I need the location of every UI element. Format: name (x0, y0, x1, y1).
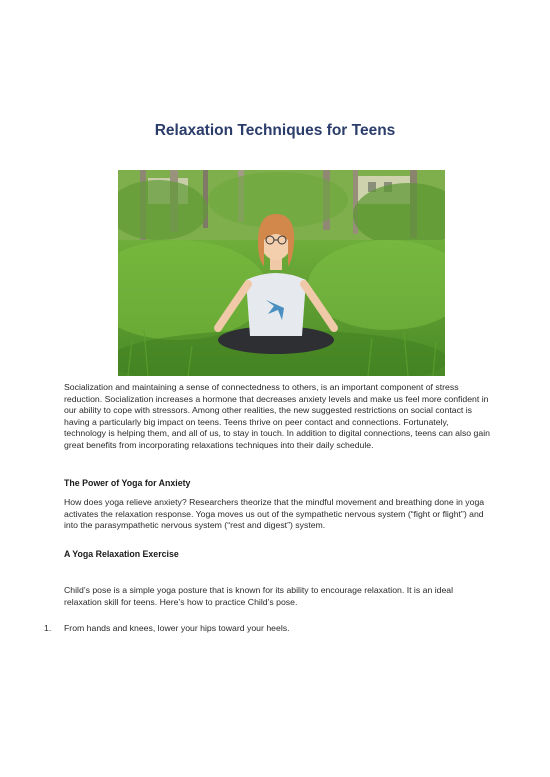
list-item (44, 623, 290, 635)
section-heading-yoga-exercise: A Yoga Relaxation Exercise (64, 549, 179, 559)
intro-paragraph: Socialization and maintaining a sense of connectedness to others, is an important component of stress reduction. Socialization increases a hormone that decreases anxiety levels and make us feel more confident in our ability to cope with stressors. Among other realities, the new suggested restrictions on social contact is having a particularly big impact on teens. Teens thrive on peer contact and connections. Fortunately, technology is helping them, and all of us, to stay in touch. In addition to digital connections, teens can also gain great benefits from incorporating relaxations techniques into their daily schedule. (64, 382, 490, 450)
meditating-teen-photo (118, 170, 445, 376)
section-paragraph-yoga-anxiety: How does yoga relieve anxiety? Researchers theorize that the mindful movement and breathing done in yoga activates the relaxation response. Yoga moves us out of the sympathetic nervous system (“fight or flight”) and into the parasympathetic nervous system (“rest and digest”) system. (64, 497, 485, 531)
list-item-number: 1. (44, 623, 52, 633)
section-paragraph-yoga-exercise: Child’s pose is a simple yoga posture that is known for its ability to encourage relaxation. It is an ideal relaxation skill for teens. Here’s how to practice Child’s pose. (64, 585, 454, 607)
list-item-text: From hands and knees, lower your hips toward your heels. (64, 623, 290, 633)
document-title: Relaxation Techniques for Teens (154, 122, 396, 139)
section-heading-yoga-anxiety: The Power of Yoga for Anxiety (64, 478, 191, 488)
